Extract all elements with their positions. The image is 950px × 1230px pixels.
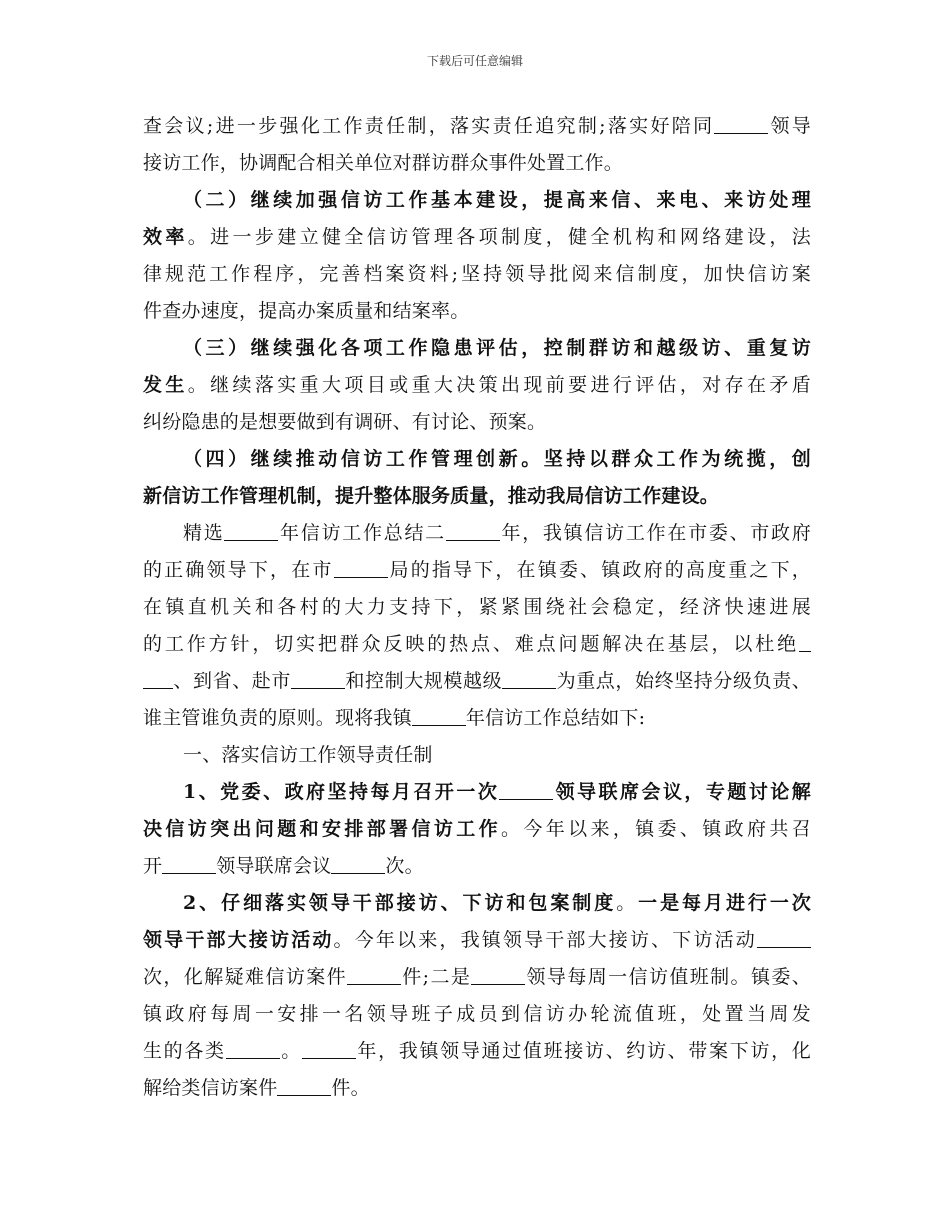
blank-underline	[226, 1034, 280, 1059]
text-line: 新信访工作管理机制，提升整体服务质量，推动我局信访工作建设。	[143, 485, 720, 507]
text-line: 的正确领导下，在市 局的指导下，在镇委、镇政府的高度重之下，	[143, 552, 811, 589]
text-line: 生的各类 。 年，我镇领导通过值班接访、约访、带案下访，化	[143, 1033, 811, 1070]
blank-underline	[334, 553, 388, 578]
blank-underline	[446, 516, 500, 541]
text-line: 镇政府每周一安排一名领导班子成员到信访办轮流值班，处置当周发	[143, 1003, 811, 1025]
text-line: 发生。继续落实重大项目或重大决策出现前要进行评估，对存在矛盾	[143, 374, 811, 396]
text-line: 件查办速度，提高办案质量和结案率。	[143, 300, 470, 322]
section-heading-3: （三）继续强化各项工作隐患评估，控制群访和越级访、重复访	[183, 337, 811, 359]
text-line: 谁主管谁负责的原则。现将我镇 年信访工作总结如下:	[143, 700, 811, 737]
text-line: 查会议;进一步强化工作责任制，落实责任追究制;落实好陪同 领导	[143, 108, 811, 145]
blank-underline	[499, 775, 553, 800]
blank-underline	[347, 960, 401, 985]
text-line: 在镇直机关和各村的大力支持下，紧紧围绕社会稳定，经济快速进展	[143, 596, 811, 618]
section-heading-one: 一、落实信访工作领导责任制	[183, 744, 433, 766]
blank-underline	[291, 664, 345, 689]
text-line: 精选 年信访工作总结二 年，我镇信访工作在市委、市政府	[143, 515, 811, 552]
text-line: 效率。进一步建立健全信访管理各项制度，健全机构和网络建设，法	[143, 226, 811, 248]
text-line: 接访工作，协调配合相关单位对群访群众事件处置工作。	[143, 152, 624, 174]
blank-underline	[757, 923, 811, 948]
text-line: 纠纷隐患的是想要做到有调研、有讨论、预案。	[143, 411, 547, 433]
blank-underline	[143, 664, 173, 689]
blank-underline	[799, 627, 811, 652]
text-line: 决信访突出问题和安排部署信访工作。今年以来，镇委、镇政府共召	[143, 818, 811, 840]
text-line: 解给类信访案件 件。	[143, 1070, 811, 1107]
section-heading-4: （四）继续推动信访工作管理创新。坚持以群众工作为统揽，创	[183, 448, 811, 470]
blank-underline	[302, 1034, 356, 1059]
text-line: 次，化解疑难信访案件 件;二是 领导每周一信访值班制。镇委、	[143, 959, 811, 996]
section-heading-2: （二）继续加强信访工作基本建设，提高来信、来电、来访处理	[183, 189, 811, 211]
text-line: 开 领导联席会议 次。	[143, 848, 811, 885]
page-header: 下载后可任意编辑	[426, 54, 523, 68]
text-line: 领导干部大接访活动。今年以来，我镇领导干部大接访、下访活动	[143, 922, 811, 959]
text-line: 律规范工作程序，完善档案资料;坚持领导批阅来信制度，加快信访案	[143, 263, 811, 285]
blank-underline	[224, 516, 278, 541]
text-line: 2、仔细落实领导干部接访、下访和包案制度。一是每月进行一次	[183, 892, 811, 914]
blank-underline	[412, 701, 466, 726]
blank-underline	[714, 109, 768, 134]
blank-underline	[502, 664, 556, 689]
document-body	[143, 108, 811, 1107]
text-line: 、到省、赴市 和控制大规模越级 为重点，始终坚持分级负责、	[143, 663, 811, 700]
text-line: 1、党委、政府坚持每月召开一次 领导联席会议，专题讨论解	[143, 774, 811, 811]
blank-underline	[471, 960, 525, 985]
blank-underline	[162, 849, 216, 874]
blank-underline	[331, 849, 385, 874]
blank-underline	[277, 1071, 331, 1096]
text-line: 的工作方针，切实把群众反映的热点、难点问题解决在基层，以杜绝	[143, 626, 811, 663]
